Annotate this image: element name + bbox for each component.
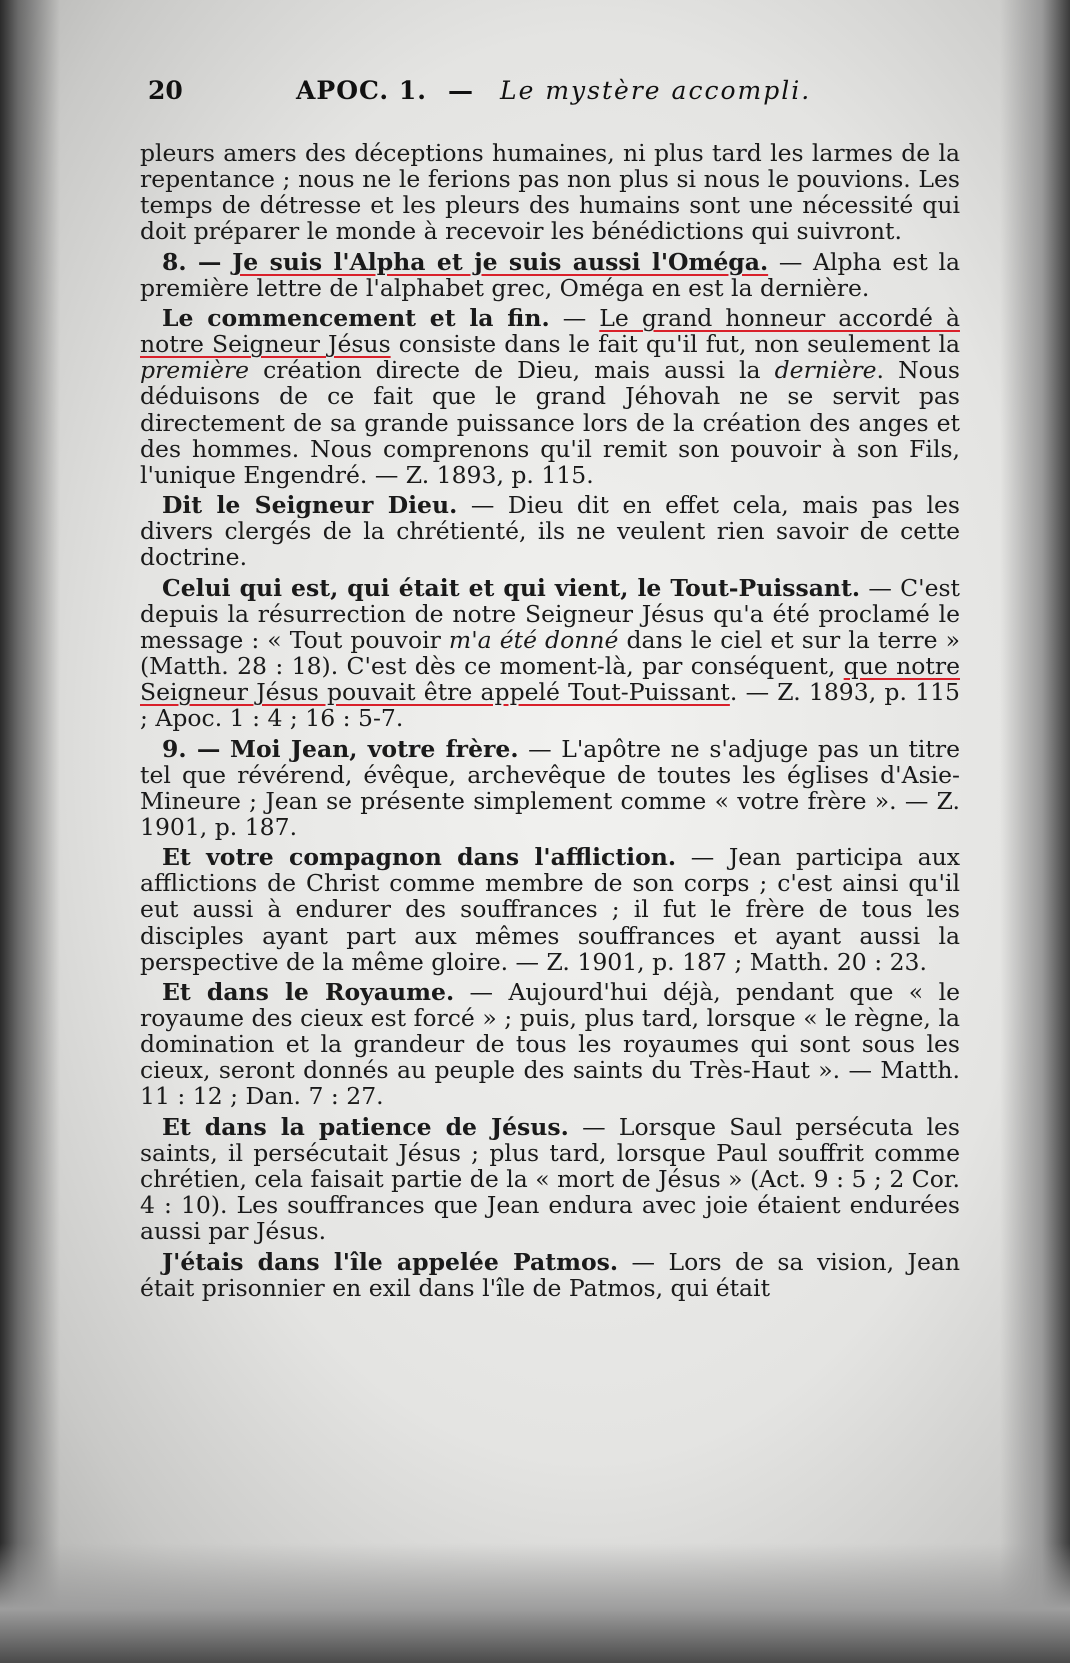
paragraph-text: — Dieu dit en effet cela, mais pas les divers clergés de la chrétienté, ils ne veulent rien savoir de cette doctrine. <box>140 491 960 572</box>
paragraph-text: — Alpha est la première lettre de l'alphabet grec, Oméga en est la dernière. <box>140 247 960 302</box>
verse-number: 8. — <box>162 247 222 276</box>
paragraph <box>140 979 960 1109</box>
paragraph <box>140 249 960 301</box>
verse-heading: Celui qui est, qui était et qui vient, le Tout-Puissant. <box>162 573 861 602</box>
page-number: 20 <box>148 76 183 105</box>
paragraph-text: — L'apôtre ne s'adjuge pas un titre tel que révérend, évêque, archevêque de toutes les églises d'Asie-Mineure ; Jean se présente simplement comme « votre frère ». — Z. 1901, p. 187. <box>140 734 960 841</box>
verse-heading: Et dans le Royaume. <box>162 977 455 1006</box>
scan-shadow-bottom <box>0 1543 1070 1663</box>
paragraph-text: pleurs amers des déceptions humaines, ni plus tard les larmes de la repentance ; nous ne le ferions pas non plus si nous le pouvions. Les temps de détresse et les pleurs des humains sont une nécessité qui doit préparer le monde à recevoir les bénédictions qui suivront. <box>140 139 960 246</box>
paragraph <box>140 1114 960 1244</box>
underlined-text: Le grand honneur accordé à notre Seigneur Jésus <box>140 304 960 359</box>
paragraph: Le commencement et la fin. — Le grand honneur accordé à notre Seigneur Jésus consiste dans le fait qu'il fut, non seulement la première création directe de Dieu, mais aussi la dernière. Nous déduisons de ce fait que le grand Jéhovah ne se servit pas directement de sa grande puissance lors de la création des anges et des hommes. Nous comprenons qu'il remit son pouvoir à son Fils, l'unique Engendré. — Z. 1893, p. 115. <box>140 304 960 489</box>
paragraph <box>140 140 960 244</box>
paragraph <box>140 1249 960 1301</box>
paragraph-text: création directe de Dieu, mais aussi la <box>249 356 775 385</box>
italic-text: première <box>140 356 250 385</box>
paragraph-text: — Lorsque Saul persécuta les saints, il persécutait Jésus ; plus tard, lorsque Paul souffrit comme chrétien, cela faisait partie de la « mort de Jésus » (Act. 9 : 5 ; 2 Cor. 4 : 10). Les souffrances que Jean endura avec joie étaient endurées aussi par Jésus. <box>140 1112 960 1246</box>
paragraph <box>140 736 960 840</box>
paragraph-text: — Jean participa aux afflictions de Christ comme membre de son corps ; c'est ainsi qu'il eut aussi à endurer des souffrances ; il fut le frère de tous les disciples ayant part aux mêmes souffrances et ayant aussi la perspective de la même gloire. — Z. 1901, p. 187 ; Matth. 20 : 23. <box>140 843 960 976</box>
verse-heading: Je suis l'Alpha et je suis aussi l'Oméga. <box>232 247 769 276</box>
italic-text: dernière <box>774 356 877 385</box>
paragraph-text: — C'est depuis la résurrection de notre Seigneur Jésus qu'a été proclamé le message : « Tout pouvoir <box>140 573 960 654</box>
chapter-reference: APOC. 1. <box>296 76 427 105</box>
italic-text: m'a été donné <box>448 625 619 654</box>
paragraph-text: consiste dans le fait qu'il fut, non seulement la <box>398 330 960 359</box>
verse-heading: Et dans la patience de Jésus. <box>162 1112 569 1141</box>
underlined-text: que notre Seigneur Jésus pouvait être appelé Tout-Puissant <box>140 651 960 707</box>
running-header <box>148 76 948 110</box>
paragraph-text: . — Z. 1893, p. 115 ; Apoc. 1 : 4 ; 16 : 5-7. <box>140 678 960 733</box>
header-dash: — <box>448 76 473 105</box>
body-text <box>140 140 960 1305</box>
paragraph <box>140 492 960 570</box>
page-subtitle: Le mystère accompli. <box>500 76 812 105</box>
scan-shadow-right <box>1000 0 1070 1663</box>
verse-heading: Dit le Seigneur Dieu. <box>162 491 458 520</box>
verse-heading: Moi Jean, votre frère. <box>229 734 519 763</box>
verse-heading: J'étais dans l'île appelée Patmos. <box>162 1247 619 1276</box>
paragraph-text: . Nous déduisons de ce fait que le grand Jéhovah ne se servit pas directement de sa grande puissance lors de la création des anges et des hommes. Nous comprenons qu'il remit son pouvoir à son Fils, l'unique Engendré. — Z. 1893, p. 115. <box>140 356 960 489</box>
paragraph <box>140 844 960 974</box>
verse-heading: Le commencement et la fin. <box>162 304 550 333</box>
verse-heading: Et votre compagnon dans l'affliction. <box>162 843 677 872</box>
paragraph-text: — Aujourd'hui déjà, pendant que « le royaume des cieux est forcé » ; puis, plus tard, lorsque « le règne, la domination et la grandeur de tous les royaumes qui sont sous les cieux, seront donnés au peuple des saints du Très-Haut ». — Matth. 11 : 12 ; Dan. 7 : 27. <box>140 977 960 1111</box>
paragraph-text: — Lors de sa vision, Jean était prisonnier en exil dans l'île de Patmos, qui était <box>140 1247 961 1302</box>
verse-number: 9. — <box>162 734 221 763</box>
paragraph <box>140 575 960 732</box>
scan-shadow-left <box>0 0 60 1663</box>
paragraph-text: dans le ciel et sur la terre » (Matth. 28 : 18). C'est dès ce moment-là, par conséquent, <box>140 625 960 680</box>
